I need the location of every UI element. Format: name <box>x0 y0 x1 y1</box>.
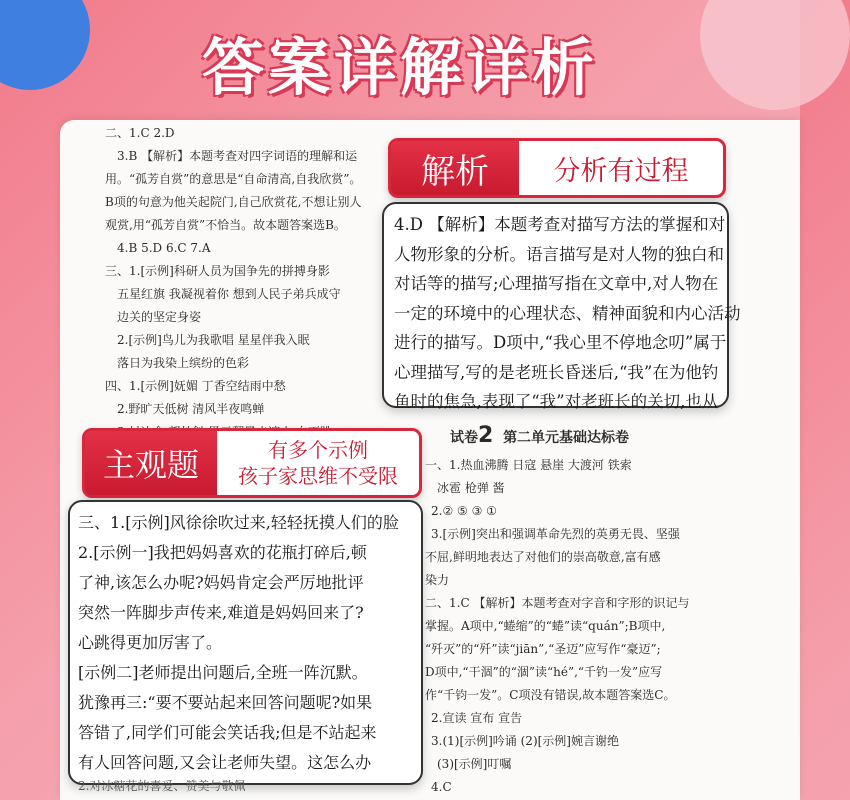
jiexi-line: 人物形象的分析。语言描写是对人物的独白和 <box>394 244 724 264</box>
answer-line: D项中,“干涸”的“涸”读“hé”,“千钓一发”应写 <box>425 665 663 679</box>
answer-line: 三、1.[示例]科研人员为国争先的拼搏身影 <box>105 264 330 278</box>
zhuguanti-line: 犹豫再三:“要不要站起来回答问题呢?如果 <box>78 693 373 712</box>
answer-line: 作“千钧一发”。C项没有错误,故本题答案选C。 <box>425 688 676 702</box>
zhuguanti-line: 心跳得更加厉害了。 <box>78 633 223 652</box>
zhuguanti-callout-box <box>68 500 423 793</box>
answer-line: 不屈,鲜明地表达了对他们的崇高敬意,富有感 <box>425 550 661 564</box>
answer-line: 2.野旷天低树 清风半夜鸣蝉 <box>117 402 265 416</box>
answer-line: “歼灭”的“歼”读“jiān”,“圣迈”应写作“豪迈”; <box>425 642 661 656</box>
right-answer-page <box>425 420 710 799</box>
jiexi-tag: 解析 <box>391 141 519 195</box>
answer-line: 四、1.[示例]妩媚 丁香空结雨中愁 <box>105 379 286 393</box>
answer-line: 4.B 5.D 6.C 7.A <box>117 241 211 255</box>
answer-line: 二、1.C 【解析】本题考查对字音和字形的识记与 <box>425 596 690 610</box>
exam-title-name: 第二单元基础达标卷 <box>503 430 630 446</box>
zhuguanti-subtitle-line1: 有多个示例 <box>268 438 368 462</box>
answer-line: 4.C <box>431 780 452 794</box>
exam-title-number: 2 <box>478 423 494 448</box>
jiexi-line: 一定的环境中的心理状态、精神面貌和内心活动 <box>394 303 741 323</box>
answer-line: 二、1.C 2.D <box>105 126 175 140</box>
answer-line: 染力 <box>425 573 450 587</box>
answer-line: 3.(1)[示例]吟诵 (2)[示例]婉言谢绝 <box>431 734 619 748</box>
answer-line: 五星红旗 我凝视着你 想到人民子弟兵成守 <box>117 287 341 301</box>
answer-line: 观赏,用“孤芳自赏”不恰当。故本题答案选B。 <box>105 218 346 232</box>
zhuguanti-subtitle-line2: 孩子家思维不受限 <box>238 464 398 488</box>
answer-line: (3)[示例]叮嘱 <box>437 757 512 771</box>
answer-line: 用。“孤芳自赏”的意思是“自命清高,自我欣赏”。 <box>105 172 362 186</box>
jiexi-callout-box <box>382 202 741 411</box>
jiexi-line: 心理描写,写的是老班长昏迷后,“我”在为他钓 <box>394 362 719 382</box>
jiexi-line: 4.D 【解析】本题考查对描写方法的掌握和对 <box>394 215 726 234</box>
answer-line: 冰雹 枪弹 酱 <box>437 481 505 495</box>
zhuguanti-line: [示例二]老师提出问题后,全班一阵沉默。 <box>78 663 368 682</box>
left-answer-page <box>105 122 395 444</box>
answer-line: 2.② ⑤ ③ ① <box>431 504 497 518</box>
zhuguanti-footer-line: 2.对冰糖花的喜爱、赞美与敬佩 <box>78 779 246 793</box>
jiexi-line: 对话等的描写;心理描写指在文章中,对人物在 <box>394 274 719 293</box>
zhuguanti-line: 答错了,同学们可能会笑话我;但是不站起来 <box>78 723 377 742</box>
exam-title-prefix: 试卷 <box>450 430 478 446</box>
answer-line: 3.B 【解析】本题考查对四字词语的理解和运 <box>117 149 358 163</box>
zhuguanti-line: 三、1.[示例]风徐徐吹过来,轻轻抚摸人们的脸 <box>78 513 399 532</box>
banner-title: 答案详解详析 <box>201 31 598 104</box>
zhuguanti-line: 2.[示例一]我把妈妈喜欢的花瓶打碎后,顿 <box>78 543 367 562</box>
answer-line: B项的句意为他关起院门,自己欣赏花,不想让别人 <box>105 195 362 209</box>
zhuguanti-callout-header <box>82 428 422 498</box>
zhuguanti-line: 突然一阵脚步声传来,难道是妈妈回来了? <box>78 603 364 622</box>
answer-line: 2.宣读 宣布 宣告 <box>431 711 523 725</box>
jiexi-subtitle: 分析有过程 <box>553 155 689 187</box>
answer-line: 3.[示例]突出和强调革命先烈的英勇无畏、坚强 <box>431 527 680 541</box>
zhuguanti-line: 有人回答问题,又会让老师失望。这怎么办 <box>78 753 372 772</box>
exam-title <box>425 420 710 454</box>
answer-line: 掌握。A项中,“蜷缩”的“蜷”读“quán”;B项中, <box>425 619 666 633</box>
answer-line: 落日为我染上缤纷的色彩 <box>117 356 250 370</box>
zhuguanti-line: 了神,该怎么办呢?妈妈肯定会严厉地批评 <box>78 573 364 592</box>
jiexi-line: 鱼时的焦急,表现了“我”对老班长的关切,也从 <box>394 392 719 411</box>
zhuguanti-tag: 主观题 <box>85 431 217 495</box>
zhuguanti-subtitle <box>217 437 419 489</box>
answer-line: 2.[示例]鸟儿为我歌唱 星星伴我入眠 <box>117 333 310 347</box>
jiexi-line: 进行的描写。D项中,“我心里不停地念叨”属于 <box>394 333 727 352</box>
jiexi-callout-header <box>388 138 726 198</box>
answer-line: 一、1.热血沸腾 日寇 悬崖 大渡河 铁索 <box>425 458 632 472</box>
answer-line: 边关的坚定身姿 <box>117 310 202 324</box>
